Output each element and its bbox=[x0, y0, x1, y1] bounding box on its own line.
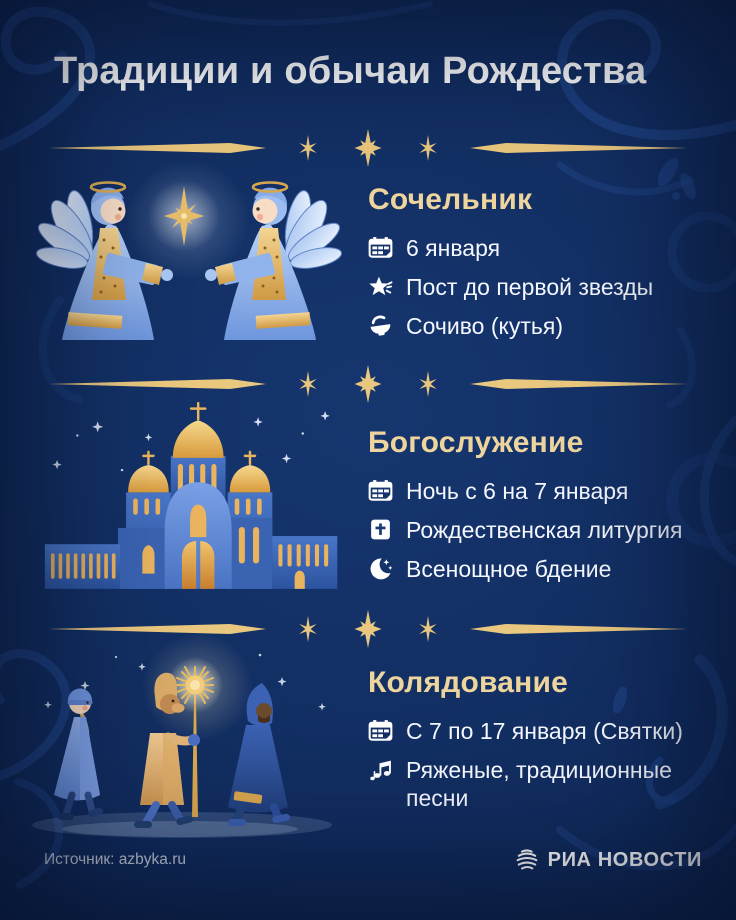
fact-item bbox=[368, 555, 724, 583]
fact-item bbox=[368, 516, 724, 544]
fact-text: С 7 по 17 января (Святки) bbox=[406, 718, 683, 744]
brand-name: РИА НОВОСТИ bbox=[547, 848, 702, 871]
crescent-moon-icon bbox=[368, 556, 393, 581]
source-credit: Источник: azbyka.ru bbox=[44, 851, 186, 868]
fact-item bbox=[368, 717, 724, 745]
calendar-icon bbox=[368, 478, 393, 503]
fact-text: Всенощное бдение bbox=[406, 556, 612, 583]
caroler-star-bearer bbox=[134, 657, 223, 828]
gold-star-divider bbox=[40, 128, 696, 168]
bowl-icon bbox=[368, 313, 393, 338]
fact-item bbox=[368, 477, 724, 505]
bethlehem-star bbox=[148, 180, 220, 252]
fact-text: Ночь с 6 на 7 января bbox=[406, 478, 629, 504]
section-bogosluzhenie bbox=[368, 426, 724, 583]
fact-text: 6 января bbox=[406, 235, 501, 261]
section-kolyadovanie bbox=[368, 666, 724, 812]
fact-list bbox=[368, 234, 724, 340]
calendar-icon bbox=[368, 235, 393, 260]
ria-novosti-logo bbox=[514, 847, 702, 873]
section-title: Сочельник bbox=[368, 183, 533, 216]
caroler-hooded bbox=[228, 683, 291, 826]
carolers-illustration bbox=[20, 645, 350, 843]
music-notes-icon bbox=[368, 757, 393, 782]
fact-text: Пост до первой звезды bbox=[406, 274, 654, 301]
bible-icon bbox=[368, 517, 393, 542]
calendar-icon bbox=[368, 718, 393, 743]
orthodox-church-illustration bbox=[22, 399, 350, 597]
section-sochelnik bbox=[368, 183, 724, 340]
gold-star-divider bbox=[40, 364, 696, 404]
fact-text: Ряженые, традиционные песни bbox=[406, 757, 672, 812]
ria-globe-icon bbox=[514, 847, 540, 873]
angel-right bbox=[205, 183, 344, 341]
gold-star-divider bbox=[40, 609, 696, 649]
fact-item bbox=[368, 234, 724, 262]
footer bbox=[44, 844, 702, 876]
page-title: Традиции и обычаи Рождества bbox=[54, 50, 647, 92]
fact-item bbox=[368, 312, 724, 340]
two-angels-illustration bbox=[28, 178, 350, 356]
section-title: Колядование bbox=[368, 666, 568, 699]
section-title: Богослужение bbox=[368, 426, 584, 459]
fact-item bbox=[368, 273, 724, 301]
fact-item bbox=[368, 756, 724, 812]
fact-list bbox=[368, 717, 724, 812]
fact-text: Рождественская литургия bbox=[406, 517, 683, 544]
caroler-girl bbox=[54, 688, 104, 820]
star-icon bbox=[368, 274, 393, 299]
fact-list bbox=[368, 477, 724, 583]
fact-text: Сочиво (кутья) bbox=[406, 313, 563, 340]
